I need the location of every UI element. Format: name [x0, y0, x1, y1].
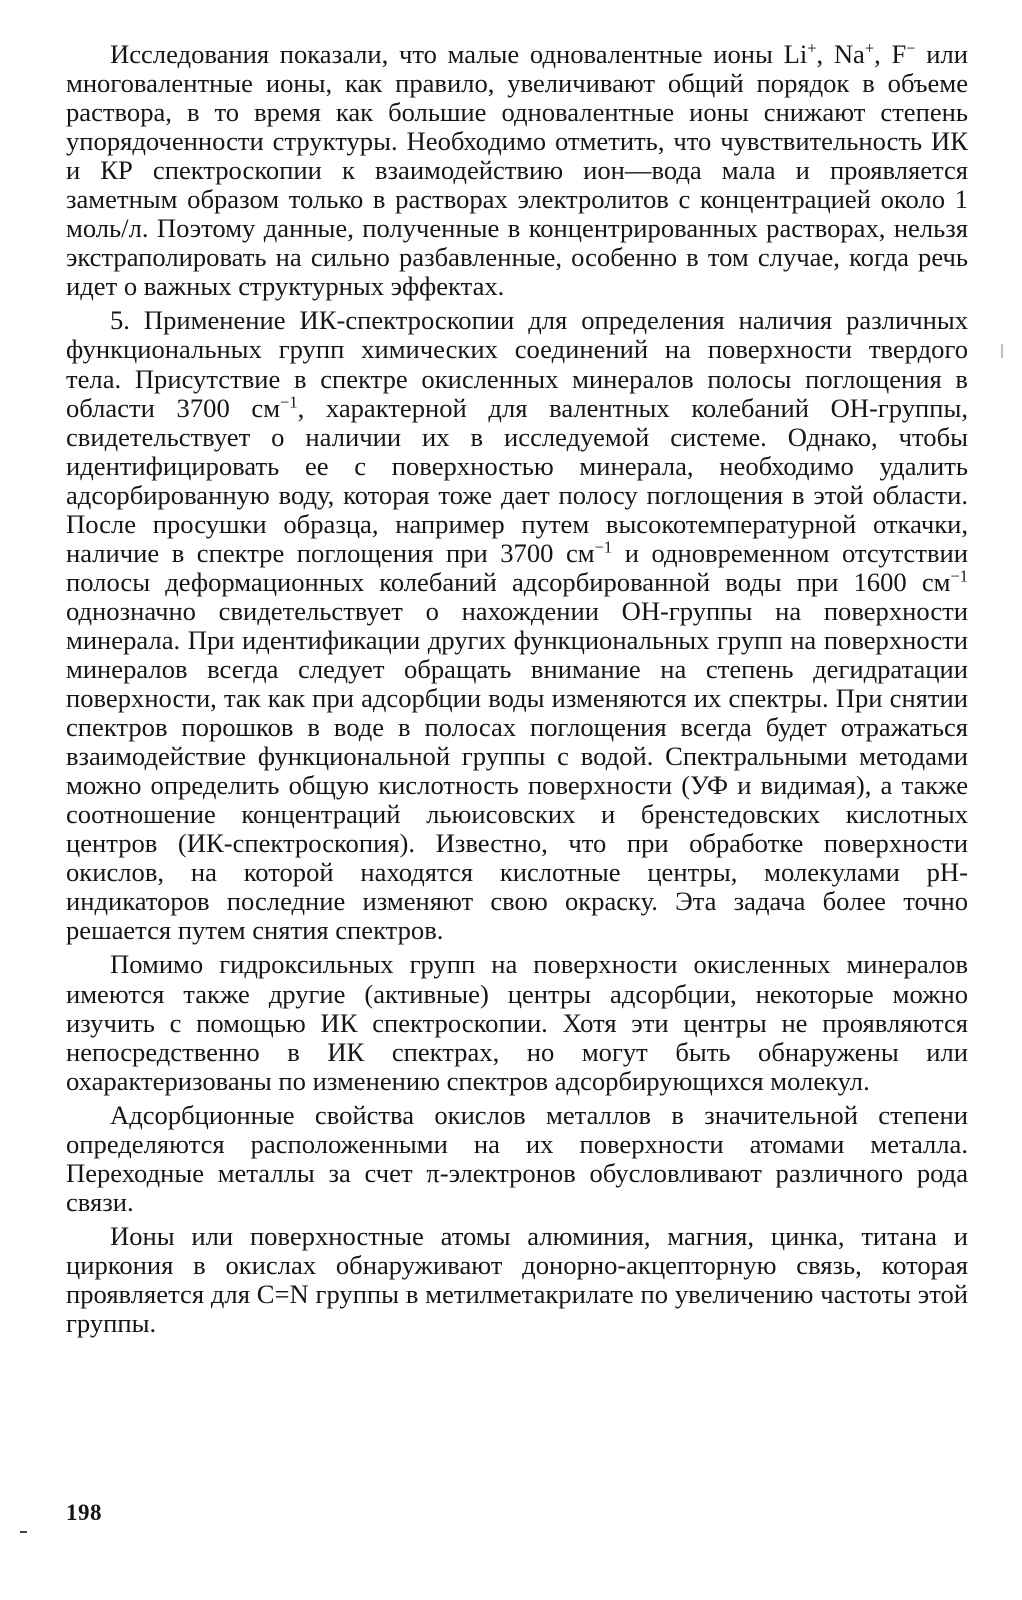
text-run: Исследования показали, что малые одновалентные ионы Li: [110, 39, 808, 69]
text-run: , Na: [816, 39, 865, 69]
superscript: −1: [950, 566, 968, 586]
text-run: однозначно свидетельствует о нахождении ОН-группы на поверхности минерала. При идентификации других функциональных групп на поверхности минералов всегда следует обращать внимание на степень дегидратации поверхности, так как при адсорбции воды изменяются их спектры. При снятии спектров порошков в воде в полосах поглощения всегда будет отражаться взаимодействие функциональной группы с водой. Спектральными методами можно определить общую кислотность поверхности (УФ и видимая), а также соотношение концентраций льюисовских и бренстедовских кислотных центров (ИК-спектроскопия). Известно, что при обработке поверхности окислов, на которой находятся кислотные центры, молекулами pH-индикаторов последние изменяют свою окраску. Эта задача более точно решается путем снятия спектров.: [66, 595, 968, 946]
text-run: 5. Применение ИК-спектроскопии для определения наличия различных функциональных групп химических соединений на поверхности твердого тела. Присутствие в спектре окисленных минералов полосы поглощения в области 3700 см: [66, 305, 968, 423]
text-run: , F: [874, 39, 907, 69]
paragraph-ir-functional-groups: [66, 306, 968, 945]
superscript: −: [906, 38, 916, 58]
superscript: +: [807, 38, 817, 58]
superscript: +: [864, 38, 875, 58]
margin-scan-artifact: [1001, 344, 1003, 358]
text-run: или многовалентные ионы, как правило, увеличивают общий порядок в объеме раствора, в то время как большие одновалентные ионы снижают степень упорядоченности структуры. Необходимо отметить, что чувствительность ИК и КР спектроскопии к взаимодействию ион—вода мала и проявляется заметным образом только в растворах электролитов с концентрацией около 1 моль/л. Поэтому данные, полученные в концентрированных растворах, нельзя экстраполировать на сильно разбавленные, особенно в том случае, когда речь идет о важных структурных эффектах.: [66, 39, 968, 302]
superscript: −1: [594, 537, 613, 557]
text-run: Ионы или поверхностные атомы алюминия, магния, цинка, титана и циркония в окислах обнаруживают донорно-акцепторную связь, которая проявляется для C=N группы в метилметакрилате по увеличению частоты этой группы.: [66, 1220, 968, 1339]
paragraph-active-centers: [66, 950, 968, 1095]
paragraph-donor-acceptor: [66, 1222, 968, 1338]
superscript: −1: [280, 392, 298, 411]
page-body: [66, 40, 968, 1338]
text-run: Адсорбционные свойства окислов металлов в значительной степени определяются расположенными на их поверхности атомами металла. Переходные металлы за счет π-электронов обусловливают различного рода связи.: [66, 1099, 968, 1217]
page-number: 198: [66, 1500, 102, 1525]
paragraph-ion-ordering: [66, 40, 968, 301]
text-run: и одновременном отсутствии полосы деформационных колебаний адсорбированной воды при 1600 см: [66, 537, 968, 597]
margin-mark: [20, 1531, 27, 1533]
text-run: , характерной для валентных колебаний ОН-группы, свидетельствует о наличии их в исследуемой системе. Однако, чтобы идентифицировать ее с поверхностью минерала, необходимо удалить адсорбированную воду, которая тоже дает полосу поглощения в этой области. После просушки образца, например путем высокотемпературной откачки, наличие в спектре поглощения при 3700 см: [66, 392, 969, 568]
text-run: Помимо гидроксильных групп на поверхности окисленных минералов имеются также другие (активные) центры адсорбции, некоторые можно изучить с помощью ИК спектроскопии. Хотя эти центры не проявляются непосредственно в ИК спектрах, но могут быть обнаружены или охарактеризованы по изменению спектров адсорбирующихся молекул.: [66, 949, 968, 1096]
paragraph-metal-oxides: [66, 1101, 968, 1217]
